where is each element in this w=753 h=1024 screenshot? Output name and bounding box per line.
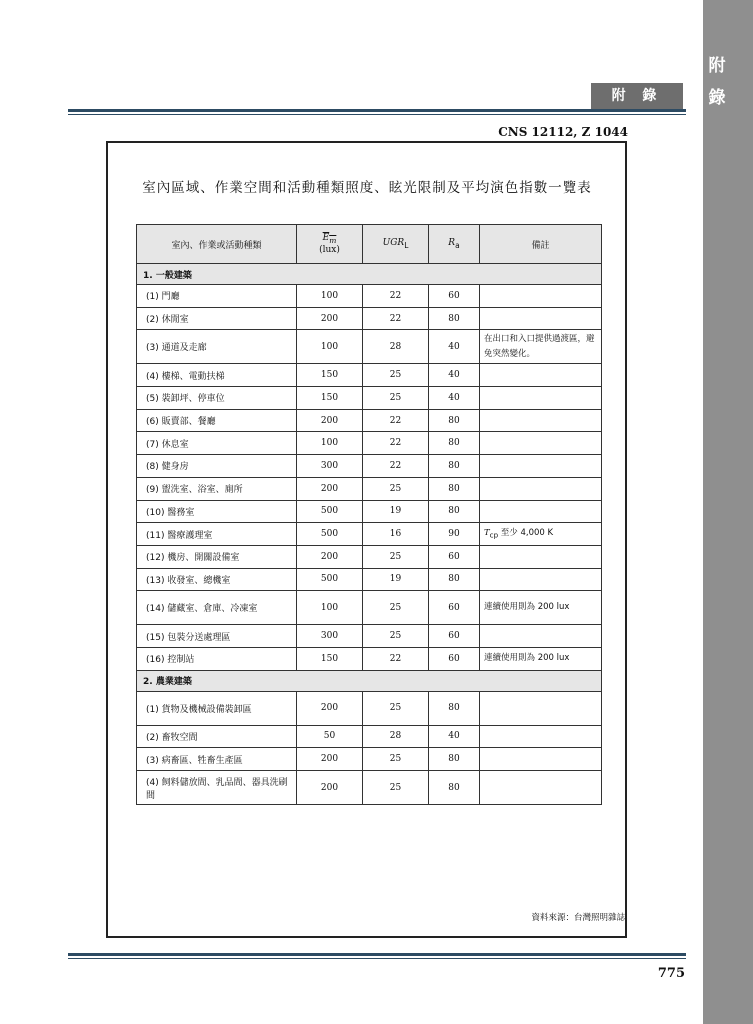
remarks-cell xyxy=(480,748,602,771)
activity-cell: (1) 門廳 xyxy=(137,285,297,308)
table-row xyxy=(137,307,602,330)
em-cell: 500 xyxy=(297,523,363,546)
ra-cell: 60 xyxy=(429,285,480,308)
em-cell: 150 xyxy=(297,364,363,387)
remarks-cell xyxy=(480,477,602,500)
activity-cell: (15) 包裝分送處理區 xyxy=(137,625,297,648)
em-cell: 100 xyxy=(297,432,363,455)
ugr-cell: 22 xyxy=(363,432,429,455)
activity-cell: (10) 醫務室 xyxy=(137,500,297,523)
activity-cell: (6) 販賣部、餐廳 xyxy=(137,409,297,432)
remarks-cell xyxy=(480,691,602,725)
ugr-cell: 25 xyxy=(363,691,429,725)
remarks-cell: 在出口和入口提供過渡區，避免突然變化。 xyxy=(480,330,602,364)
table-row xyxy=(137,647,602,670)
header-rule xyxy=(68,109,686,112)
note-text: 至少 4,000 K xyxy=(498,527,554,538)
em-cell: 300 xyxy=(297,625,363,648)
ra-cell: 40 xyxy=(429,330,480,364)
remarks-cell xyxy=(480,568,602,591)
ugr-cell: 22 xyxy=(363,307,429,330)
section-title: 2. 農業建築 xyxy=(137,670,602,691)
page-number: 775 xyxy=(657,966,685,981)
em-cell: 100 xyxy=(297,285,363,308)
activity-cell: (11) 醫療護理室 xyxy=(137,523,297,546)
illuminance-table xyxy=(136,224,602,805)
em-cell: 150 xyxy=(297,387,363,410)
ugr-cell: 19 xyxy=(363,500,429,523)
header-remarks: 備註 xyxy=(480,225,602,264)
remarks-cell xyxy=(480,307,602,330)
em-cell: 500 xyxy=(297,568,363,591)
em-cell: 100 xyxy=(297,330,363,364)
table-row xyxy=(137,500,602,523)
remarks-cell xyxy=(480,455,602,478)
section-title: 1. 一般建築 xyxy=(137,264,602,285)
ugr-cell: 25 xyxy=(363,771,429,805)
remarks-cell xyxy=(480,545,602,568)
activity-cell: (8) 健身房 xyxy=(137,455,297,478)
ugr-cell: 22 xyxy=(363,409,429,432)
header-rule-thin xyxy=(68,114,686,115)
note-symbol: T xyxy=(484,527,490,538)
em-cell: 200 xyxy=(297,477,363,500)
em-cell: 200 xyxy=(297,691,363,725)
ugr-cell: 25 xyxy=(363,387,429,410)
section-row xyxy=(137,264,602,285)
table-row xyxy=(137,725,602,748)
note-symbol-sub: cp xyxy=(489,530,499,540)
ugr-cell: 25 xyxy=(363,364,429,387)
ra-cell: 40 xyxy=(429,364,480,387)
em-cell: 300 xyxy=(297,455,363,478)
ra-cell: 80 xyxy=(429,409,480,432)
ra-cell: 60 xyxy=(429,647,480,670)
ra-cell: 80 xyxy=(429,307,480,330)
ra-cell: 80 xyxy=(429,748,480,771)
table-row xyxy=(137,387,602,410)
em-cell: 100 xyxy=(297,591,363,625)
em-cell: 200 xyxy=(297,771,363,805)
activity-cell: (14) 儲藏室、倉庫、冷凍室 xyxy=(137,591,297,625)
remarks-cell: 連續使用則為 200 lux xyxy=(480,647,602,670)
remarks-cell: 連續使用則為 200 lux xyxy=(480,591,602,625)
ra-cell: 40 xyxy=(429,387,480,410)
activity-cell: (2) 休閒室 xyxy=(137,307,297,330)
activity-cell: (16) 控制站 xyxy=(137,647,297,670)
ugr-cell: 25 xyxy=(363,591,429,625)
activity-cell: (4) 樓梯、電動扶梯 xyxy=(137,364,297,387)
em-cell: 50 xyxy=(297,725,363,748)
activity-cell: (4) 飼料儲放間、乳品間、器具洗刷間 xyxy=(137,771,297,805)
ra-cell: 80 xyxy=(429,691,480,725)
ugr-cell: 25 xyxy=(363,748,429,771)
ra-cell: 60 xyxy=(429,545,480,568)
header-em: $E_m$ (lux) xyxy=(297,225,363,264)
table-row xyxy=(137,568,602,591)
ra-cell: 60 xyxy=(429,625,480,648)
ra-cell: 80 xyxy=(429,568,480,591)
remarks-cell xyxy=(480,523,602,546)
activity-cell: (3) 通道及走廊 xyxy=(137,330,297,364)
ra-cell: 80 xyxy=(429,455,480,478)
section-row xyxy=(137,670,602,691)
table-row xyxy=(137,523,602,546)
remarks-cell xyxy=(480,285,602,308)
header-ugr: $UGR_L$ xyxy=(363,225,429,264)
ugr-cell: 28 xyxy=(363,330,429,364)
em-cell: 200 xyxy=(297,409,363,432)
table-row xyxy=(137,455,602,478)
remarks-cell xyxy=(480,725,602,748)
standard-code: CNS 12112, Z 1044 xyxy=(498,125,628,139)
em-cell: 150 xyxy=(297,647,363,670)
table-row xyxy=(137,409,602,432)
table-row xyxy=(137,330,602,364)
remarks-cell xyxy=(480,625,602,648)
table-row xyxy=(137,364,602,387)
activity-cell: (7) 休息室 xyxy=(137,432,297,455)
table-row xyxy=(137,748,602,771)
ra-cell: 80 xyxy=(429,432,480,455)
activity-cell: (12) 機房、開關設備室 xyxy=(137,545,297,568)
footer-rule-thin xyxy=(68,958,686,959)
side-tab-label: 附錄 xyxy=(708,56,726,108)
em-cell: 200 xyxy=(297,748,363,771)
source-note: 資料來源：台灣照明雜誌 xyxy=(531,913,625,923)
remarks-cell xyxy=(480,364,602,387)
footer-rule xyxy=(68,953,686,956)
activity-cell: (3) 病畜區、牲畜生產區 xyxy=(137,748,297,771)
header-badge: 附 錄 xyxy=(591,83,683,109)
activity-cell: (13) 收發室、總機室 xyxy=(137,568,297,591)
ugr-cell: 22 xyxy=(363,647,429,670)
remarks-cell xyxy=(480,387,602,410)
remarks-cell xyxy=(480,771,602,805)
ra-cell: 60 xyxy=(429,591,480,625)
activity-cell: (2) 畜牧空間 xyxy=(137,725,297,748)
header-activity: 室內、作業或活動種類 xyxy=(137,225,297,264)
activity-cell: (9) 盥洗室、浴室、廁所 xyxy=(137,477,297,500)
ra-cell: 90 xyxy=(429,523,480,546)
table-header-row xyxy=(137,225,602,264)
ugr-cell: 16 xyxy=(363,523,429,546)
ugr-cell: 25 xyxy=(363,477,429,500)
side-tab xyxy=(703,0,753,1024)
remarks-cell xyxy=(480,500,602,523)
ugr-cell: 28 xyxy=(363,725,429,748)
table-row xyxy=(137,285,602,308)
header-ra: $R_a$ xyxy=(429,225,480,264)
activity-cell: (5) 裝卸坪、停車位 xyxy=(137,387,297,410)
ugr-cell: 25 xyxy=(363,625,429,648)
ugr-cell: 19 xyxy=(363,568,429,591)
em-cell: 500 xyxy=(297,500,363,523)
ugr-cell: 22 xyxy=(363,455,429,478)
ra-cell: 80 xyxy=(429,477,480,500)
em-cell: 200 xyxy=(297,307,363,330)
table-row xyxy=(137,591,602,625)
ra-cell: 40 xyxy=(429,725,480,748)
table-row xyxy=(137,545,602,568)
remarks-cell xyxy=(480,409,602,432)
ra-cell: 80 xyxy=(429,500,480,523)
ugr-cell: 25 xyxy=(363,545,429,568)
table-row xyxy=(137,432,602,455)
table-row xyxy=(137,771,602,805)
em-cell: 200 xyxy=(297,545,363,568)
table-row xyxy=(137,477,602,500)
document-title: 室內區域、作業空間和活動種類照度、眩光限制及平均演色指數一覽表 xyxy=(142,180,592,196)
activity-cell: (1) 貨物及機械設備裝卸區 xyxy=(137,691,297,725)
table-row xyxy=(137,625,602,648)
ra-cell: 80 xyxy=(429,771,480,805)
remarks-cell xyxy=(480,432,602,455)
ugr-cell: 22 xyxy=(363,285,429,308)
table-row xyxy=(137,691,602,725)
